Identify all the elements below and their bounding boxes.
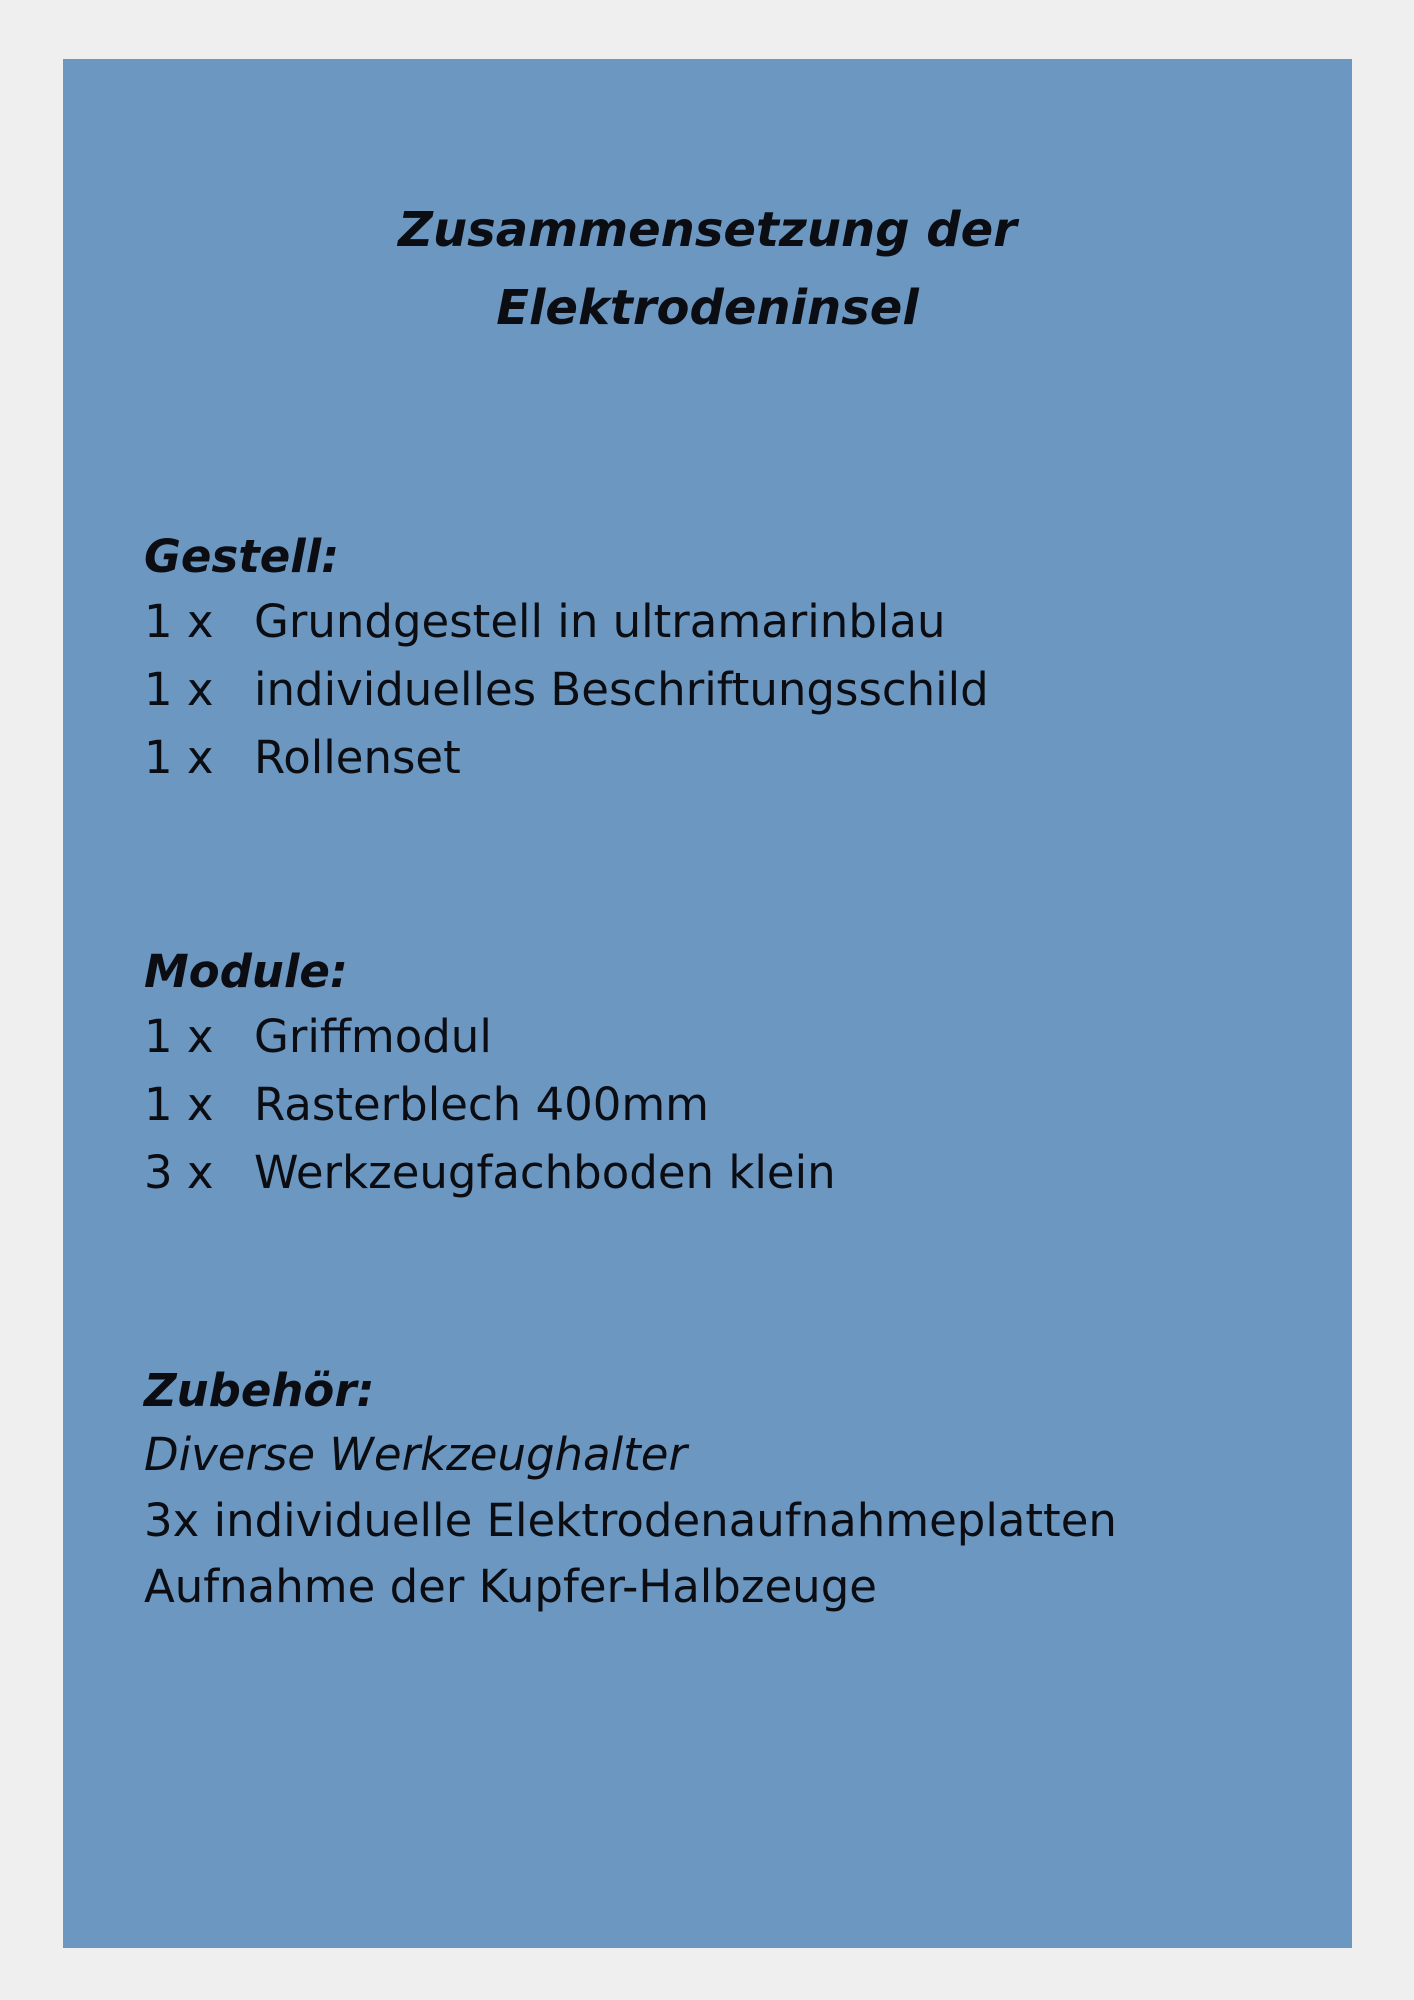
document-title-line-1: Zusammensetzung der xyxy=(398,202,1017,258)
section-module xyxy=(144,941,836,1207)
item-quantity: 1 x xyxy=(144,731,214,784)
section-heading-zubehoer: Zubehör: xyxy=(144,1364,375,1417)
list-item xyxy=(144,1003,836,1071)
accessory-line: 3x individuelle Elektrodenaufnahmeplatten xyxy=(144,1494,1117,1547)
item-text: Rasterblech 400mm xyxy=(254,1078,710,1131)
accessory-line: Diverse Werkzeughalter xyxy=(144,1428,687,1481)
section-heading-gestell: Gestell: xyxy=(144,530,340,583)
section-zubehoer xyxy=(144,1360,1117,1620)
item-quantity: 1 x xyxy=(144,1010,214,1063)
section-heading-module: Module: xyxy=(144,945,348,998)
document-title xyxy=(63,191,1352,347)
content-panel xyxy=(63,59,1352,1948)
section-gestell xyxy=(144,526,989,792)
item-quantity: 3 x xyxy=(144,1146,214,1199)
item-text: Werkzeugfachboden klein xyxy=(254,1146,836,1199)
item-text: individuelles Beschriftungsschild xyxy=(254,663,989,716)
item-text: Griffmodul xyxy=(254,1010,492,1063)
item-text: Rollenset xyxy=(254,731,461,784)
list-item xyxy=(144,656,989,724)
item-quantity: 1 x xyxy=(144,663,214,716)
accessory-line: Aufnahme der Kupfer-Halbzeuge xyxy=(144,1560,877,1613)
item-quantity: 1 x xyxy=(144,595,214,648)
document-title-line-2: Elektrodeninsel xyxy=(496,280,919,336)
item-quantity: 1 x xyxy=(144,1078,214,1131)
list-item xyxy=(144,588,989,656)
list-item xyxy=(144,1139,836,1207)
list-item xyxy=(144,1071,836,1139)
item-text: Grundgestell in ultramarinblau xyxy=(254,595,946,648)
list-item xyxy=(144,724,989,792)
